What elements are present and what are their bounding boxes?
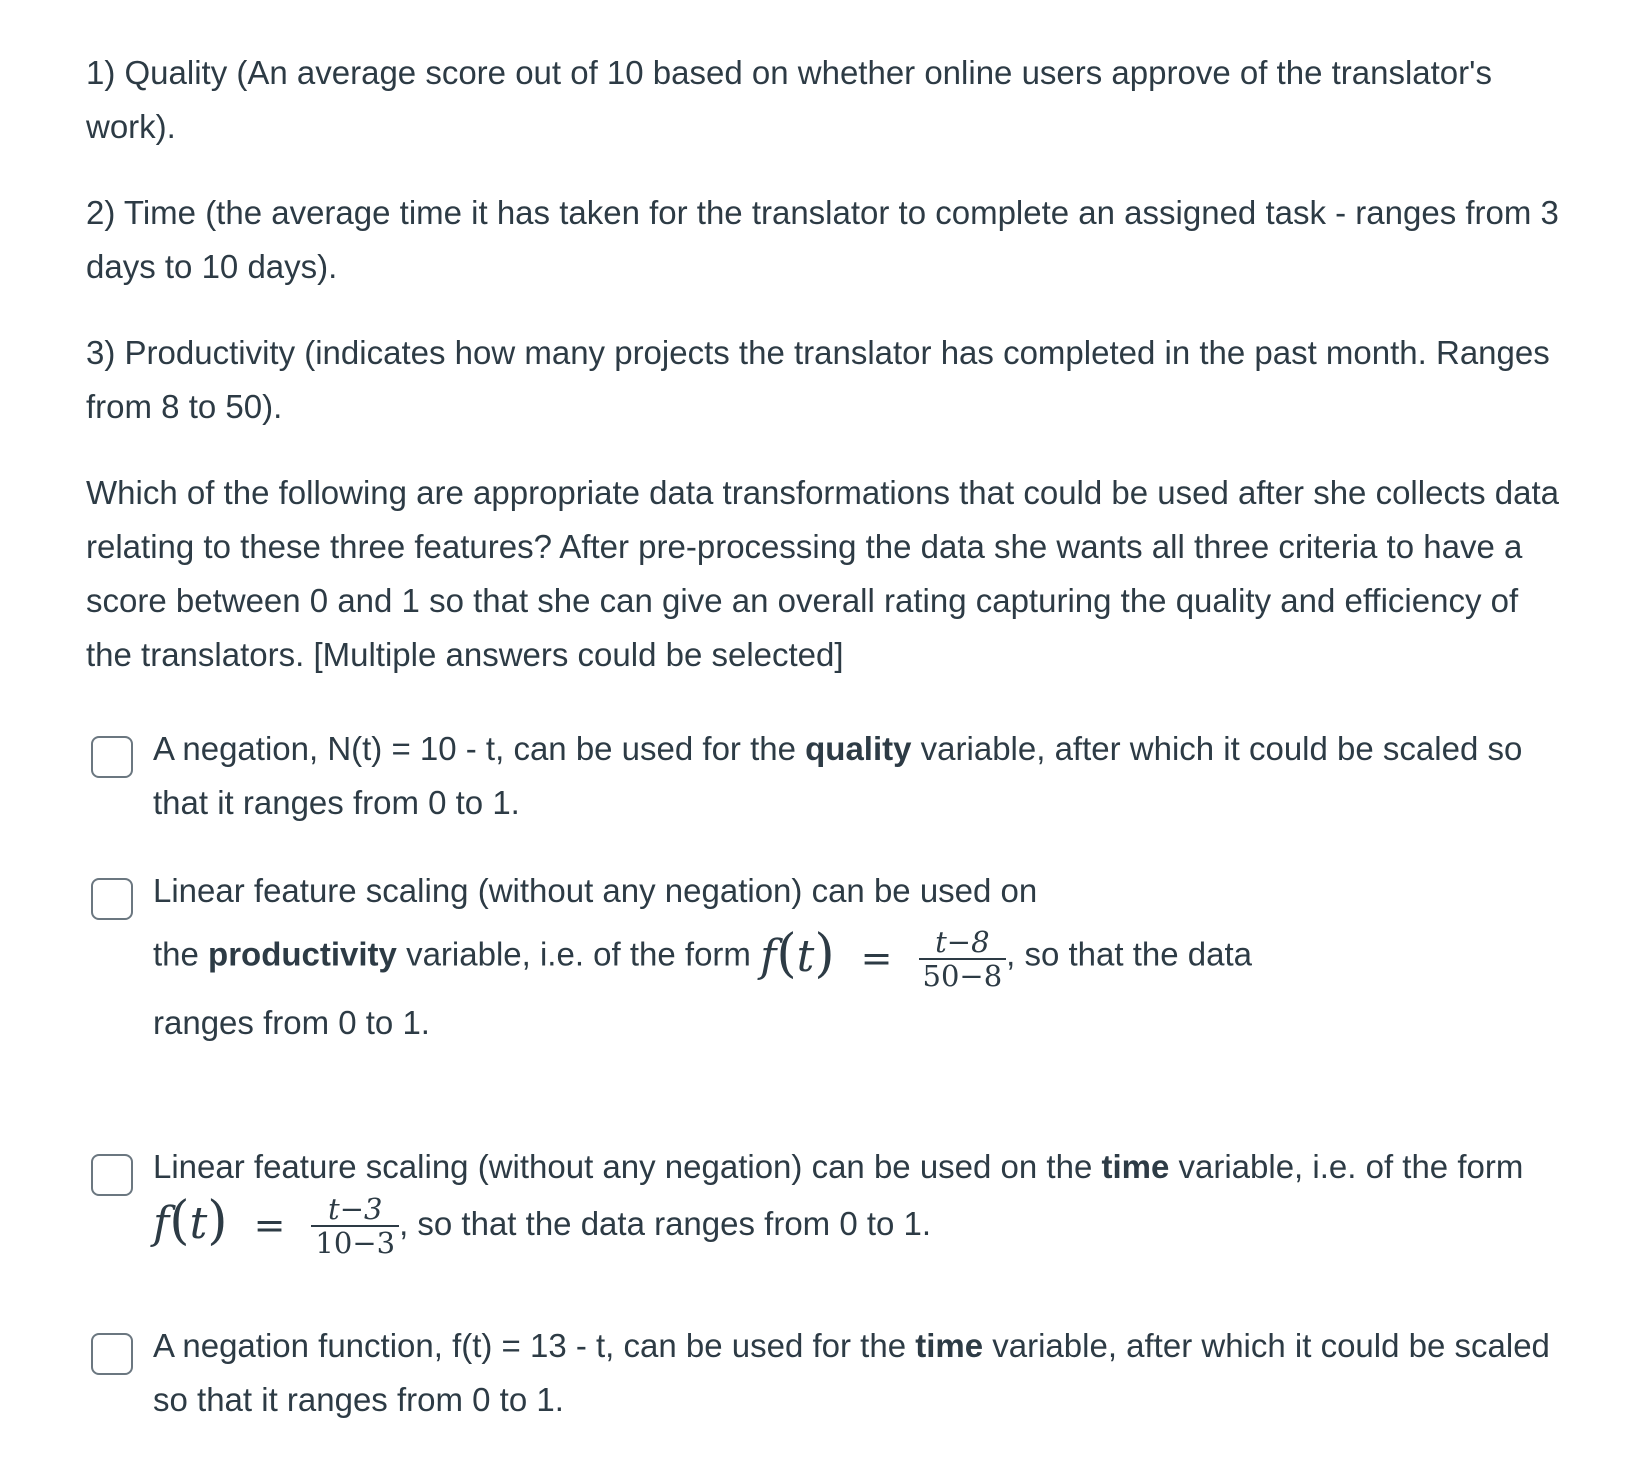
criterion-productivity: 3) Productivity (indicates how many projects the translator has completed in the past month. Ranges from 8 to 50). bbox=[86, 334, 1550, 425]
checkbox[interactable] bbox=[91, 736, 133, 778]
question-body bbox=[86, 46, 1566, 1427]
answer-option-4[interactable]: A negation function, f(t) = 13 - t, can be used for the time variable, after which it could be scaled so that it ranges from 0 to 1. bbox=[86, 1319, 1566, 1427]
checkbox[interactable] bbox=[91, 878, 133, 920]
formula: f(t) = $\frac{t-8}{50-8}$ bbox=[760, 918, 1006, 996]
checkbox[interactable] bbox=[91, 1154, 133, 1196]
formula: f(t) = $\frac{t-3}{10-3}$ bbox=[153, 1194, 399, 1259]
criterion-quality: 1) Quality (An average score out of 10 based on whether online users approve of the translator's work). bbox=[86, 54, 1492, 145]
checkbox[interactable] bbox=[91, 1333, 133, 1375]
answer-option-1[interactable]: A negation, N(t) = 10 - t, can be used for the quality variable, after which it could be scaled so that it ranges from 0 to 1. bbox=[86, 722, 1566, 830]
answer-option-3[interactable]: Linear feature scaling (without any negation) can be used on the time variable, i.e. of the form f(t) = $\frac{t-3}{10-3}$ , so that the data ranges from 0 to 1. bbox=[86, 1140, 1566, 1259]
question-text: Which of the following are appropriate data transformations that could be used after she collects data relating to these three features? After pre-processing the data she wants all three criteria to have a score between 0 and 1 so that she can give an overall rating capturing the quality and efficiency of the translators. [Multiple answers could be selected] bbox=[86, 474, 1560, 673]
answer-option-2[interactable]: Linear feature scaling (without any negation) can be used on the productivity variable, i.e. of the form f(t) = $\frac{t-8}{50-8}$ , so that the data ranges from 0 to 1. bbox=[86, 864, 1566, 1050]
criterion-time: 2) Time (the average time it has taken for the translator to complete an assigned task - ranges from 3 days to 10 days). bbox=[86, 194, 1559, 285]
